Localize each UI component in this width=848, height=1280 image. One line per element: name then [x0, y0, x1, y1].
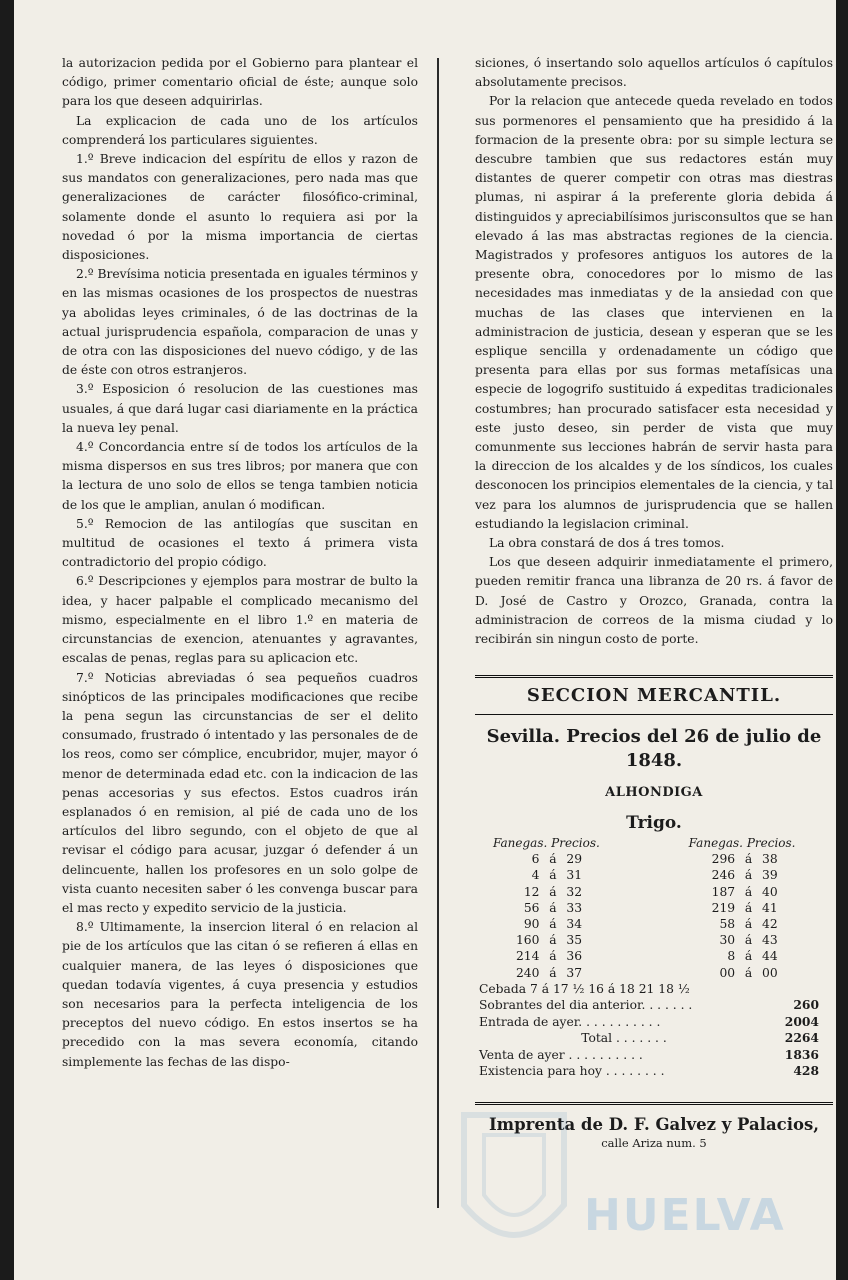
paragraph: Los que deseen adquirir inmediatamente el primero, pueden remitir franca una libranza de 20 rs. á favor de D. José de Castro y Orozco, Granada, contra la administracion de correos de la misma ciudad y lo recibirán sin ningun costo de porte. [475, 555, 833, 647]
summary-value: 2264 [784, 1030, 819, 1046]
a-cell: á [744, 965, 753, 980]
table-header-row [493, 835, 811, 851]
spacer [615, 948, 688, 964]
summary-label: Existencia para hoy . . . . . . . . [479, 1064, 665, 1079]
column-header [689, 835, 811, 851]
table-row [493, 867, 811, 883]
spacer [615, 867, 688, 883]
table-row [493, 916, 811, 932]
summary-block [479, 981, 819, 1080]
spacer [615, 965, 688, 981]
paragraph: 6.º Descripciones y ejemplos para mostrar de bulto la idea, y hacer palpable el complicado mecanismo del mismo, especialmente en el libro 1.º en materia de circunstancias de exencion, atenuantes y agravantes, escalas de penas, reglas para su aplicacion etc. [62, 574, 418, 666]
summary-label: Entrada de ayer. . . . . . . . . . . [479, 1014, 661, 1029]
paragraph: 4.º Concordancia entre sí de todos los artículos de la misma dispersos en sus tres libros; por manera que con la lectura de uno solo de ellos se tenga tambien noticia de los que le amplian, anulan ó modifican. [62, 440, 418, 512]
alhondiga-heading: ALHONDIGA [605, 784, 703, 800]
trigo-heading: Trigo. [626, 812, 682, 833]
spacer [615, 900, 688, 916]
precio-cell: 37 [566, 965, 583, 980]
fanegas-cell: 246 [711, 868, 736, 883]
spacer [615, 884, 688, 900]
paragraph: 3.º Esposicion ó resolucion de las cuestiones mas usuales, á que dará lugar casi diariamente en la práctica la nueva ley penal. [62, 382, 418, 435]
newspaper-page [14, 0, 836, 1280]
section-mercantil [475, 675, 833, 1153]
a-cell: á [744, 852, 753, 867]
cebada-line: Cebada 7 á 17 ½ 16 á 18 21 18 ½ [479, 981, 690, 996]
column-divider [437, 58, 439, 1208]
fanegas-cell: 240 [515, 965, 540, 980]
summary-label: Total . . . . . . . [581, 1031, 667, 1046]
a-cell: á [744, 884, 753, 899]
fanegas-cell: 90 [523, 916, 540, 931]
precio-cell: 41 [762, 900, 778, 915]
paragraph: Por la relacion que antecede queda revelado en todos sus pormenores el pensamiento que ha presidido á la formacion de la presente obra: por su simple lectura se descubre tambien que sus redactores están muy distantes de querer competir con otras mas diestras plumas, ni aspirar á la preferente gloria debida á distinguidos y apreciabilísimos jurisconsultos que se han elevado á las mas abstractas regiones de la ciencia. Magistrados y profesores antiguos los autores de la presente obra, conocedores por lo mismo de las necesidades mas inmediatas y de la ansiedad con que muchas de las clases que intervienen en la administracion de justicia, desean y esperan que se les esplique sencilla y ordenadamente un código que presenta para ellas por sus formas metafísicas una especie de logogrifo sustituido á expeditas tradicionales costumbres; han procurado satisfacer esta necesidad y este justo deseo, sin perder de vista que muy comunmente sus lecciones habrán de servir hasta para la direccion de los alcaldes y de los síndicos, los cuales desconocen los principios elementales de la ciencia, y tal vez para los alumnos de jurisprudencia que se hallen estudiando la legislacion criminal. [475, 94, 833, 531]
fanegas-cell: 6 [531, 852, 540, 867]
precio-cell: 44 [762, 949, 778, 964]
paragraph: La explicacion de cada uno de los artículos comprenderá los particulares siguientes. [62, 113, 418, 147]
fanegas-cell: 296 [711, 852, 736, 867]
precio-cell: 29 [566, 852, 583, 867]
precio-cell: 36 [566, 949, 583, 964]
fanegas-cell: 30 [719, 933, 736, 948]
prices-heading: Sevilla. Precios del 26 de julio de 1848. [486, 725, 822, 771]
a-cell: á [549, 933, 557, 948]
precio-cell: 00 [762, 965, 778, 980]
summary-value: 2004 [784, 1013, 819, 1029]
col-fanegas: Fanegas. [493, 835, 548, 850]
table-row [493, 884, 811, 900]
precio-cell: 39 [762, 868, 778, 883]
price-table [493, 835, 811, 981]
precio-cell: 31 [566, 868, 583, 883]
fanegas-cell: 214 [515, 949, 540, 964]
a-cell: á [744, 916, 753, 931]
fanegas-cell: 12 [523, 884, 540, 899]
spacer [615, 932, 688, 948]
table-row [493, 948, 811, 964]
precio-cell: 32 [566, 884, 583, 899]
spacer [615, 916, 688, 932]
col-fanegas: Fanegas. [688, 835, 743, 850]
a-cell: á [549, 900, 557, 915]
section-title: SECCION MERCANTIL. [526, 685, 782, 707]
a-cell: á [549, 852, 557, 867]
divider [475, 714, 833, 715]
right-column [475, 54, 833, 1153]
col-precios: Precios. [551, 835, 600, 850]
precio-cell: 34 [566, 916, 583, 931]
precio-cell: 38 [762, 852, 778, 867]
watermark-text: HUELVA [584, 1190, 786, 1241]
paragraph: 7.º Noticias abreviadas ó sea pequeños cuadros sinópticos de las principales modificaciones que recibe la pena segun las circunstancias de ser el delito consumado, frustrado ó intentado y las personales de de los reos, como ser cómplice, encubridor, mujer, mayor ó menor de determinada edad etc. con la indicacion de las penas accesorias y sus efectos. Estos cuadros irán esplanados ó en remision, al pié de cada uno de los artículos del libro segundo, con el objeto de que al revisar el código para acusar, juzgar ó defender á un delincuente, hallen los profesores en un solo golpe de vista cuanto necesiten saber ó les convenga buscar para el mas recto y expedito servicio de la justicia. [62, 670, 418, 915]
fanegas-cell: 8 [727, 949, 736, 964]
a-cell: á [549, 916, 557, 931]
column-header [493, 835, 615, 851]
summary-row [479, 997, 819, 1014]
a-cell: á [744, 933, 753, 948]
table-row [493, 851, 811, 867]
fanegas-cell: 187 [711, 884, 736, 899]
paragraph: la autorizacion pedida por el Gobierno para plantear el código, primer comentario oficial de éste; aunque solo para los que deseen adquirirlas. [62, 56, 418, 109]
shield-watermark-icon [444, 1095, 794, 1275]
summary-row [479, 1047, 819, 1064]
paragraph: 8.º Ultimamente, la insercion literal ó en relacion al pie de los artículos que las citan ó se refieren á ellas en cualquier manera, de las leyes ó disposiciones que quedan todavía vigentes, á cuya presencia y estudios son necesarios para la perfecta inteligencia de los preceptos del nuevo código. En estos insertos se ha precedido con la mas severa economía, citando simplemente las fechas de las dispo- [62, 920, 418, 1069]
summary-label: Venta de ayer . . . . . . . . . . [479, 1047, 643, 1062]
summary-label: Sobrantes del dia anterior. . . . . . . [479, 998, 693, 1013]
a-cell: á [549, 868, 557, 883]
precio-cell: 42 [762, 916, 778, 931]
summary-row [479, 1063, 819, 1080]
summary-value: 428 [793, 1063, 819, 1079]
precio-cell: 40 [762, 884, 778, 899]
fanegas-cell: 00 [719, 965, 736, 980]
summary-value: 260 [793, 997, 819, 1013]
precio-cell: 33 [566, 900, 583, 915]
precio-cell: 43 [762, 933, 778, 948]
imprint-address: calle Ariza num. 5 [601, 1135, 707, 1150]
a-cell: á [744, 900, 753, 915]
fanegas-cell: 56 [523, 900, 540, 915]
paragraph: 1.º Breve indicacion del espíritu de ellos y razon de sus mandatos con generalizaciones, pero nada mas que generalizaciones de carácter filosófico-criminal, solamente donde el asunto lo requiera asi por la novedad ó por la misma importancia de ciertas disposiciones. [62, 152, 418, 263]
paragraph: 5.º Remocion de las antilogías que suscitan en multitud de ocasiones el texto á primera vista contradictorio del propio código. [62, 516, 418, 570]
a-cell: á [549, 949, 557, 964]
fanegas-cell: 4 [531, 868, 540, 883]
left-column [62, 54, 418, 1072]
imprint-printer: Imprenta de D. F. Galvez y Palacios, [488, 1114, 820, 1134]
a-cell: á [549, 965, 557, 980]
paragraph: 2.º Brevísima noticia presentada en iguales términos y en las mismas ocasiones de los prospectos de nuestras ya abolidas leyes criminales, ó de las doctrinas de la actual jurisprudencia española, comparacion de unas y de otra con las disposiciones del nuevo código, y de las de éste con otros estranjeros. [62, 267, 418, 378]
precio-cell: 35 [566, 933, 583, 948]
fanegas-cell: 58 [719, 916, 736, 931]
col-precios: Precios. [746, 835, 796, 850]
a-cell: á [744, 949, 753, 964]
a-cell: á [744, 868, 753, 883]
a-cell: á [549, 884, 557, 899]
summary-value: 1836 [784, 1046, 819, 1062]
table-row [493, 965, 811, 981]
summary-row [479, 1030, 819, 1047]
fanegas-cell: 219 [711, 900, 736, 915]
spacer [615, 851, 688, 867]
table-row [493, 900, 811, 916]
paragraph: La obra constará de dos á tres tomos. [489, 536, 725, 551]
summary-row [479, 1014, 819, 1031]
fanegas-cell: 160 [515, 933, 540, 948]
paragraph: siciones, ó insertando solo aquellos artículos ó capítulos absolutamente precisos. [475, 56, 833, 90]
table-row [493, 932, 811, 948]
